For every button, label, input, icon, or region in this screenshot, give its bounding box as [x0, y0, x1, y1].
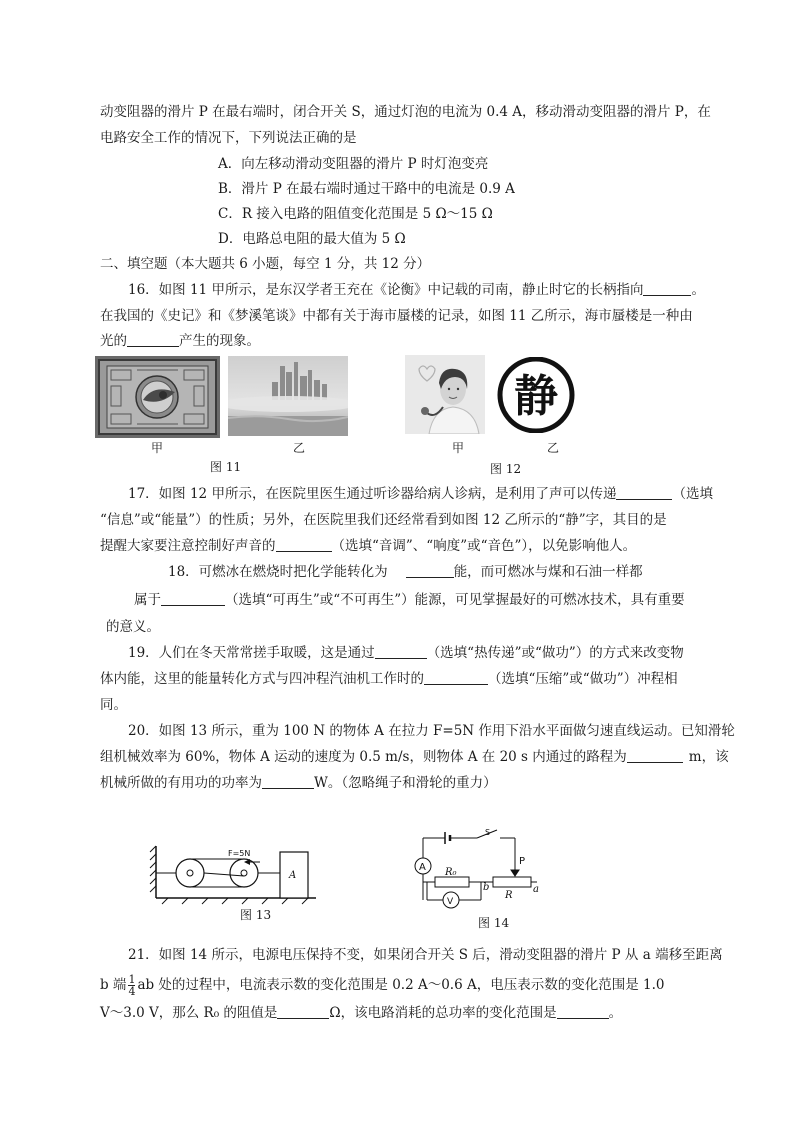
q20-blank-1 [627, 748, 683, 763]
q21-text-c: V～3.0 V，那么 R₀ 的阻值是 [100, 1005, 278, 1021]
q20-line1: 20．如图 13 所示，重为 100 N 的物体 A 在拉力 F=5N 作用下沿水平面做匀速直线运动。已知滑轮 [128, 723, 735, 739]
q16-line2: 在我国的《史记》和《梦溪笔谈》中都有关于海市蜃楼的记录，如图 11 乙所示，海市蜃楼是一种由 [100, 308, 693, 324]
q19-text-b: （选填“热传递”或“做功”）的方式来改变物 [426, 645, 684, 661]
r-label: R [505, 890, 513, 901]
q16-text-b: 。 [691, 282, 705, 298]
q17-line2: “信息”或“能量”）的性质；另外，在医院里我们还经常看到如图 12 乙所示的“静”字，其目的是 [100, 512, 667, 528]
fig12-label-yi: 乙 [547, 441, 560, 455]
q21-line1: 21．如图 14 所示，电源电压保持不变，如果闭合开关 S 后，滑动变阻器的滑片 P 从 a 端移至距离 [128, 947, 723, 963]
section-2-heading: 二、填空题（本大题共 6 小题，每空 1 分，共 12 分） [100, 256, 431, 272]
q21-blank-1 [277, 1004, 329, 1019]
q16-text-a: 16．如图 11 甲所示，是东汉学者王充在《论衡》中记载的司南，静止时它的长柄指向 [128, 282, 644, 298]
q17-text-a: 17．如图 12 甲所示，在医院里医生通过听诊器给病人诊病，是利用了声可以传递 [128, 486, 617, 502]
q20-text-c: 机械所做的有用功的功率为 [100, 775, 262, 791]
q19-text-c: 体内能，这里的能量转化方式与四冲程汽油机工作时的 [100, 671, 424, 687]
circuit-diagram [405, 828, 545, 914]
q15-line1: 动变阻器的滑片 P 在最右端时，闭合开关 S，通过灯泡的电流为 0.4 A，移动滑动变阻器的滑片 P，在 [100, 104, 711, 120]
q18-line3: 的意义。 [106, 619, 160, 635]
quiet-sign-char: 静 [514, 371, 558, 422]
q21-text-d: Ω，该电路消耗的总功率的变化范围是 [329, 1005, 557, 1021]
pulley-system-diagram [148, 840, 318, 906]
q21-text-b: ab 处的过程中，电流表示数的变化范围是 0.2 A～0.6 A，电压表示数的变化范围是 1.0 [137, 977, 665, 993]
q20-line2 [100, 748, 729, 766]
q17-text-c: 提醒大家要注意控制好声音的 [100, 538, 276, 554]
fig11-caption: 图 11 [210, 460, 242, 474]
q21-text-e: 。 [608, 1005, 623, 1021]
q16-line1 [128, 281, 705, 299]
fig13-caption: 图 13 [240, 908, 272, 922]
q16-text-d: 产生的现象。 [179, 333, 260, 349]
q19-blank-2 [424, 670, 488, 685]
quiet-sign-image [496, 357, 576, 433]
fig12-label-jia: 甲 [452, 441, 465, 455]
q18-text-d: （选填“可再生”或“不可再生”）能源，可见掌握最好的可燃冰技术，具有重要 [225, 592, 685, 608]
ammeter-label: A [419, 862, 426, 873]
q19-text-d: （选填“压缩”或“做功”）冲程相 [488, 671, 678, 687]
q19-text-a: 19．人们在冬天常常搓手取暖，这是通过 [128, 645, 375, 661]
doctor-stethoscope-image [405, 355, 485, 434]
q18-text-a: 18．可燃冰在燃烧时把化学能转化为 [168, 564, 388, 580]
q18-blank-1 [406, 563, 454, 578]
slider-label: P [519, 856, 526, 867]
q18-line1 [168, 563, 643, 581]
q21-text-a: b 端 [100, 977, 127, 993]
terminal-b-label: b [483, 882, 490, 893]
block-label: A [289, 870, 297, 881]
voltmeter-label: V [447, 897, 454, 907]
q17-blank-1 [616, 485, 672, 500]
q17-line1 [128, 485, 713, 503]
fig11-label-jia: 甲 [151, 441, 164, 455]
q17-text-b: （选填 [672, 486, 713, 502]
fig12-caption: 图 12 [490, 462, 522, 476]
r0-label: R₀ [445, 867, 457, 878]
q21-line3 [100, 1004, 622, 1022]
q16-blank-1 [643, 281, 691, 296]
q18-line2 [134, 591, 685, 609]
q15-line2: 电路安全工作的情况下，下列说法正确的是 [100, 130, 357, 146]
q19-line2 [100, 670, 678, 688]
mirage-image [228, 356, 348, 436]
q15-option-b: B．滑片 P 在最右端时通过干路中的电流是 0.9 A [218, 181, 515, 197]
q18-text-c: 属于 [134, 592, 161, 608]
q21-blank-2 [557, 1004, 609, 1019]
fig11-label-yi: 乙 [293, 441, 306, 455]
q18-blank-2 [161, 591, 225, 606]
force-label: F=5N [228, 849, 251, 858]
q19-blank-1 [375, 644, 427, 659]
q17-line3 [100, 537, 636, 555]
fig14-caption: 图 14 [478, 916, 510, 930]
q20-text-b: m，该 [688, 749, 729, 765]
q17-text-d: （选填“音调”、“响度”或“音色”），以免影响他人。 [331, 538, 637, 554]
fraction-numerator: 1 [128, 973, 136, 986]
q19-line3: 同。 [100, 697, 127, 713]
q15-option-c: C．R 接入电路的阻值变化范围是 5 Ω～15 Ω [218, 206, 493, 222]
q19-line1 [128, 644, 684, 662]
q15-option-d: D．电路总电阻的最大值为 5 Ω [218, 231, 406, 247]
sinan-compass-image [95, 356, 220, 438]
q16-text-c: 光的 [100, 333, 127, 349]
fraction-denominator: 4 [128, 985, 136, 998]
q20-blank-2 [262, 774, 314, 789]
q16-line3 [100, 332, 260, 350]
switch-label: S [485, 828, 491, 837]
one-quarter-fraction [128, 974, 135, 997]
terminal-a-label: a [533, 884, 539, 895]
q20-line3 [100, 774, 497, 792]
q16-blank-2 [127, 332, 179, 347]
q21-line2 [100, 974, 665, 997]
q20-text-a: 组机械效率为 60%，物体 A 运动的速度为 0.5 m/s，则物体 A 在 20 s 内通过的路程为 [100, 749, 627, 765]
q18-text-b: 能，而可燃冰与煤和石油一样都 [453, 564, 643, 580]
q20-text-d: W。（忽略绳子和滑轮的重力） [314, 775, 497, 791]
q17-blank-2 [276, 537, 332, 552]
q15-option-a: A．向左移动滑动变阻器的滑片 P 时灯泡变亮 [218, 156, 489, 172]
